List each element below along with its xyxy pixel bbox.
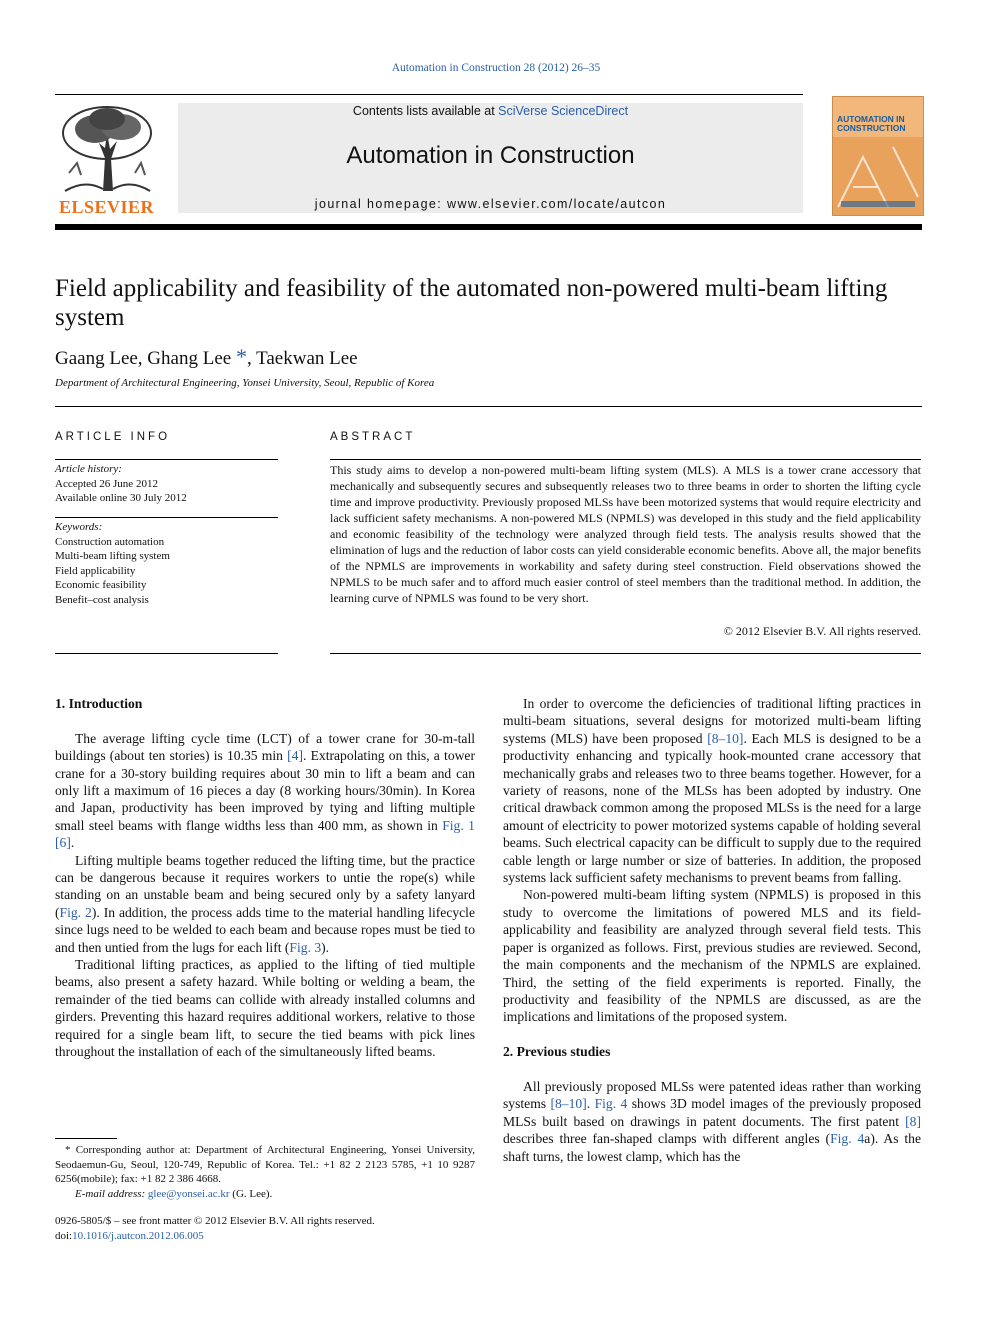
paragraph: Non-powered multi-beam lifting system (NPMLS) is proposed in this study to overcome the limitations of powered MLS and its field-applicability and feasibility are analyzed through several field tests. This paper is organized as follows. First, previous studies are reviewed. Second, the main components and the mechanism of the NPMLS are explained. Third, the setting of the field experiments is reported. Finally, the productivity and feasibility of the NPMLS are discussed, as are the implications and limitations of the proposed system. [503,887,921,1025]
cover-graphic [833,137,923,215]
footnote-text: Corresponding author at: Department of Architectural Engineering, Yonsei University, Seodaemun-Gu, Seoul, 120-749, Republic of Korea. Tel.: +1 82 2 2123 5785, +1 10 9287 6256(mobile); fax: +1 82 2 386 4668. [55,1144,475,1185]
keywords-label: Keywords: [55,521,103,533]
title-rule [55,406,922,407]
article-title: Field applicability and feasibility of the automated non-powered multi-beam lifting system [55,275,888,331]
corresponding-author-mark[interactable]: * [235,344,247,369]
history-accepted: Accepted 26 June 2012 [55,477,158,490]
cover-title: AUTOMATION IN CONSTRUCTION [837,114,906,133]
footnote-rule [55,1138,117,1139]
doi-line [55,1229,495,1244]
ref-link[interactable]: [8] [905,1113,921,1129]
figure-link[interactable]: Fig. 4 [830,1131,865,1147]
footnote-star: * [65,1144,71,1156]
email-label: E-mail address: [75,1187,146,1200]
figure-link[interactable]: Fig. 1 [6] [55,817,475,851]
figure-link[interactable]: Fig. 2 [59,904,92,920]
history-rule [55,517,278,518]
history-label: Article history: [55,463,122,475]
info-bottom-rule [55,653,278,654]
authors-first: Gaang Lee, Ghang Lee [55,348,232,369]
journal-cover-thumbnail [832,96,924,216]
elsevier-wordmark: ELSEVIER [58,197,155,217]
paragraph: Lifting multiple beams together reduced the lifting time, but the practice can be dangerous because it requires workers to untie the rope(s) while standing on an unstable beam and being secured only by a safety lanyard (Fig. 2). In addition, the process adds time to the material handling lifecycle since lugs need to be welded to each beam and because ropes must be tied to and then untied from the lugs for each lift (Fig. 3). [55,852,475,955]
ref-link[interactable]: [8–10] [707,730,744,746]
history-online: Available online 30 July 2012 [55,492,187,504]
issn-line: 0926-5805/$ – see front matter © 2012 Elsevier B.V. All rights reserved. [55,1215,375,1227]
paragraph: All previously proposed MLSs were patented ideas rather than working systems [8–10]. Fig. 4 shows 3D model images of the previously proposed MLSs built based on drawings in patent documents. The first patent [8] describes three fan-shaped clamps with different angles (Fig. 4a). As the shaft turns, the lowest clamp, which has the [503,1078,921,1164]
front-matter [55,1214,495,1243]
authors-last: , Taekwan Lee [246,348,358,369]
paragraph: In order to overcome the deficiencies of traditional lifting practices in multi-beam situations, several designs for motorized multi-beam lifting systems (MLS) have been proposed [8–10]. Each MLS is designed to be a productivity enhancing and typically hook-mounted crane accessory that mechanically grabs and releases two to three beams together. However, for a variety of reasons, none of the MLSs has been adopted by industry. One critical drawback common among the proposed MLSs is the need for a large amount of electricity to power motorized systems capable of holding several beams. Such electrical capacity can be difficult to supply due to the required cable length or large number or size of batteries. In addition, the proposed systems lack sufficient safety mechanisms to prevent beams from falling. [503,696,921,886]
sciencedirect-link[interactable]: SciVerse ScienceDirect [498,104,629,118]
abstract-heading: ABSTRACT [330,431,416,443]
abstract-copyright: © 2012 Elsevier B.V. All rights reserved. [723,624,921,638]
figure-link[interactable]: Fig. 4 [594,1096,628,1112]
ref-link[interactable]: [4] [287,748,303,764]
article-info-heading: ARTICLE INFO [55,431,171,443]
affiliation: Department of Architectural Engineering, Yonsei University, Seoul, Republic of Korea [55,377,435,389]
keyword: Multi-beam lifting system [55,550,170,562]
figure-link[interactable]: Fig. 3 [289,939,322,955]
doi-label: doi: [55,1229,73,1242]
article-history [55,462,278,506]
abstract-bottom-rule [330,653,921,654]
info-rule [55,459,278,460]
abstract-rule [330,459,921,460]
keyword: Benefit–cost analysis [55,593,149,606]
doi-link[interactable]: 10.1016/j.autcon.2012.06.005 [72,1229,204,1242]
email-suffix: (G. Lee). [229,1187,273,1200]
journal-homepage[interactable]: journal homepage: www.elsevier.com/locate/autcon [314,197,667,211]
journal-title: Automation in Construction [346,142,635,169]
corresponding-footnote [55,1143,475,1201]
paragraph: Traditional lifting practices, as applied to the lifting of tied multiple beams, also present a safety hazard. While bolting or welding a beam, the remainder of the tied beams can collide with already installed columns and girders. Preventing this hazard requires additional workers, relative to those required for a single beam lift, to secure the tied beams with pick lines throughout the installation of each of the simultaneously lifted beams. [55,957,475,1060]
journal-citation[interactable]: Automation in Construction 28 (2012) 26–35 [391,62,601,74]
paragraph: The average lifting cycle time (LCT) of a tower crane for 30-m-tall buildings (about ten stories) is 10.35 min [4]. Extrapolating on this, a tower crane for a 30-story building requires about 30 min to lift a beam and can only lift a maximum of 16 pieces a day (8 working hours/30min). In Korea and Japan, productivity has been improved by tying and lifting multiple small steel beams with flange widths less than 400 mm, as shown in Fig. 1 [6]. [55,730,475,851]
keywords [55,520,278,607]
keyword: Construction automation [55,535,165,548]
body-left-column [55,695,475,1061]
section-heading-introduction: 1. Introduction [55,696,143,711]
keyword: Field applicability [55,564,136,577]
header-rule [55,94,803,95]
contents-prefix: Contents lists available at [352,104,499,118]
body-right-column [503,695,921,1165]
keyword: Economic feasibility [55,579,147,591]
email-link[interactable]: glee@yonsei.ac.kr [147,1187,230,1200]
masthead-rule [55,224,922,230]
section-heading-previous-studies: 2. Previous studies [503,1044,611,1060]
ref-link[interactable]: [8–10] [550,1096,587,1112]
author-list [55,344,358,370]
abstract-text: This study aims to develop a non-powered multi-beam lifting system (MLS). A MLS is a tower crane accessory that mechanically and subsequently secures and subsequently releases two to three beams in order to shorten the lifting cycle time and improve productivity. Previously proposed MLSs have been motorized systems that would require electricity and lack sufficient safety mechanisms. A non-powered MLS (NPMLS) was developed in this study and the field applicability and economic feasibility of the technology were analyzed through field tests. The analysis results showed that the elimination of lugs and the reduction of labor costs can yield considerable economic benefits. Above all, the major benefits of the NPMLS are improvements in workability and safety during steel construction. Field observations showed the NPMLS to be much safer and to afford much easier control of steel members than the traditional method. In addition, the learning curve of NPMLS was found to be very short. [330,463,921,605]
contents-line [178,104,803,118]
